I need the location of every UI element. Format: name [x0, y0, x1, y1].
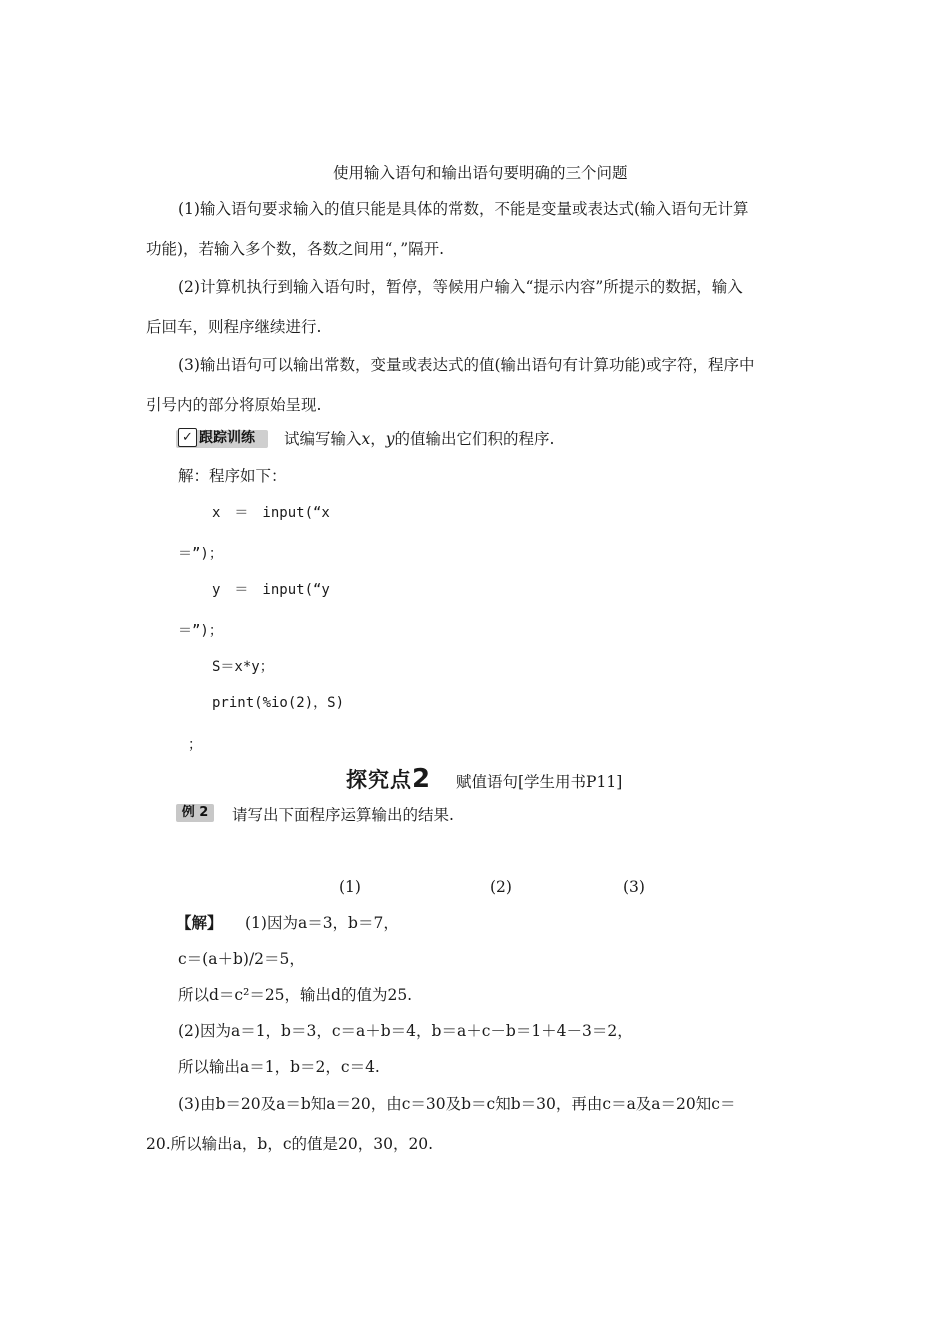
training-question — [284, 429, 554, 449]
training-question-sep: ， — [370, 430, 386, 448]
training-question-a: 试编写输入 — [284, 430, 362, 448]
answer-line-1: (1)因为a＝3，b＝7， — [245, 914, 399, 932]
code-x-line: x ＝ input(“x — [212, 505, 330, 521]
point-2-line-1: (2)计算机执行到输入语句时，暂停，等候用户输入“提示内容”所提示的数据，输入 — [178, 278, 743, 296]
answer-label: 【解】 — [176, 913, 223, 932]
section-label: 探究点 — [346, 768, 412, 792]
answer-line-5: 所以输出a＝1，b＝2，c＝4. — [178, 1058, 380, 1076]
solution-intro: 解：程序如下： — [178, 467, 287, 485]
code-semicolon: ； — [188, 737, 202, 753]
training-badge-label: 跟踪训练 — [199, 430, 255, 446]
point-1-line-1: (1)输入语句要求输入的值只能是具体的常数，不能是变量或表达式(输入语句无计算 — [178, 200, 749, 218]
answer-line-6: (3)由b＝20及a＝b知a＝20，由c＝30及b＝c知b＝30，再由c＝a及a＝20知c＝ — [178, 1095, 736, 1113]
page-title: 使用输入语句和输出语句要明确的三个问题 — [333, 164, 628, 182]
answer-line-2: c＝(a＋b)/2＝5， — [178, 950, 305, 968]
example-text: 请写出下面程序运算输出的结果. — [232, 806, 454, 824]
example-badge: 例 2 — [176, 804, 214, 822]
answer-line-4: (2)因为a＝1，b＝3，c＝a＋b＝4，b＝a＋c－b＝1＋4－3＝2， — [178, 1022, 633, 1040]
var-x: x — [361, 430, 371, 448]
code-x-cont: ＝”)； — [178, 546, 223, 562]
code-print-line: print(%io(2)，S) — [212, 695, 345, 711]
program-label-1: (1) — [339, 878, 361, 896]
code-y-line: y ＝ input(“y — [212, 582, 330, 598]
code-y-cont: ＝”)； — [178, 623, 223, 639]
training-question-b: 的值输出它们积的程序. — [394, 430, 555, 448]
section-subtitle: 赋值语句[学生用书P11] — [456, 773, 623, 791]
answer-line-3: 所以d＝c²＝25，输出d的值为25. — [178, 986, 413, 1004]
section-number: 2 — [412, 764, 432, 794]
point-2-line-2: 后回车，则程序继续进行. — [146, 318, 322, 336]
section-heading — [346, 764, 431, 794]
answer-line-7: 20.所以输出a，b，c的值是20，30，20. — [146, 1135, 434, 1153]
program-label-2: (2) — [490, 878, 512, 896]
program-label-3: (3) — [623, 878, 645, 896]
point-3-line-2: 引号内的部分将原始呈现. — [146, 396, 322, 414]
check-icon: ✓ — [178, 428, 197, 447]
point-1-line-2: 功能)，若输入多个数，各数之间用“，”隔开. — [146, 240, 445, 258]
code-s-line: S＝x*y； — [212, 659, 274, 675]
point-3-line-1: (3)输出语句可以输出常数，变量或表达式的值(输出语句有计算功能)或字符，程序中 — [178, 356, 755, 374]
var-y: y — [385, 430, 395, 448]
